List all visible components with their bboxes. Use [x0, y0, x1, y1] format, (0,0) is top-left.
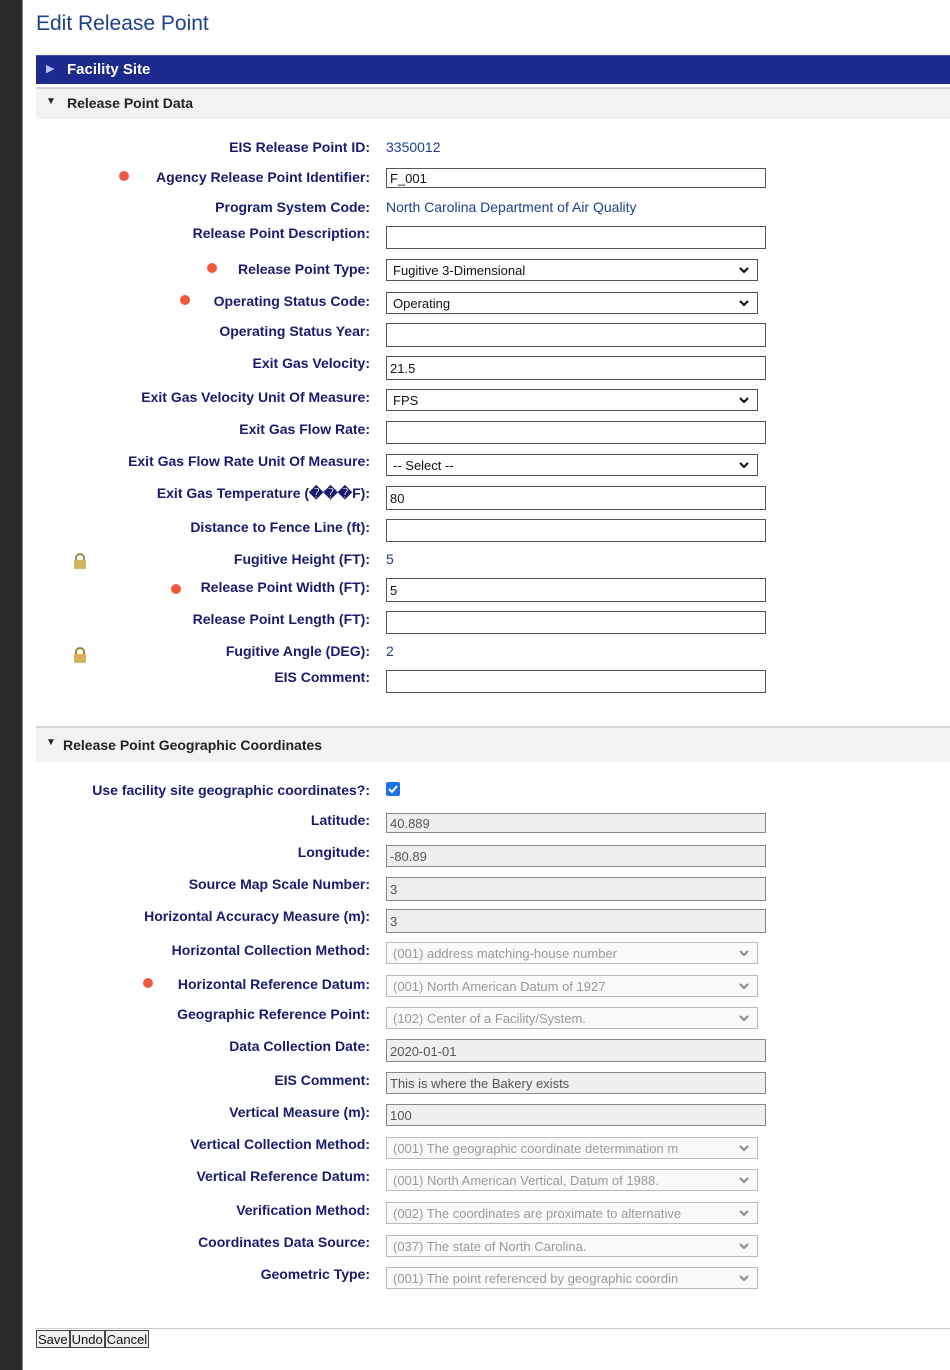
chevron-down-icon	[739, 981, 749, 991]
geographic-reference-point-selected: (102) Center of a Facility/System.	[393, 1011, 586, 1026]
cancel-button[interactable]: Cancel	[106, 1332, 148, 1347]
source-map-scale-label: Source Map Scale Number:	[188, 876, 370, 892]
release-point-type-selected: Fugitive 3-Dimensional	[393, 263, 526, 278]
chevron-down-icon	[739, 298, 749, 308]
action-buttons	[36, 1330, 149, 1350]
release-point-data-header[interactable]	[36, 87, 950, 119]
verification-method-selected: (002) The coordinates are proximate to alternative	[393, 1206, 682, 1221]
geographic-reference-point-label: Geographic Reference Point:	[177, 1006, 370, 1022]
exit-gas-flow-rate-input[interactable]	[386, 421, 766, 444]
chevron-down-icon	[739, 1175, 749, 1185]
geometric-type-label: Geometric Type:	[260, 1266, 370, 1282]
release-point-width-label: Release Point Width (FT):	[200, 579, 370, 595]
exit-gas-velocity-uom-selected: FPS	[393, 393, 419, 408]
horizontal-collection-method-label: Horizontal Collection Method:	[171, 942, 370, 958]
exit-gas-temperature-input[interactable]: 80	[386, 486, 766, 510]
use-facility-coordinates-label: Use facility site geographic coordinates?:	[92, 782, 370, 798]
exit-gas-flow-rate-label: Exit Gas Flow Rate:	[239, 421, 370, 437]
chevron-down-icon	[739, 1013, 749, 1023]
distance-to-fence-line-label: Distance to Fence Line (ft):	[190, 519, 370, 535]
horizontal-collection-method-selected: (001) address matching-house number	[393, 946, 618, 961]
longitude-label: Longitude:	[297, 844, 370, 860]
latitude-input[interactable]: 40.889	[386, 813, 766, 833]
exit-gas-velocity-input[interactable]: 21.5	[386, 356, 766, 380]
vertical-measure-label: Vertical Measure (m):	[229, 1104, 370, 1120]
save-button[interactable]: Save	[38, 1332, 68, 1347]
chevron-down-icon	[739, 1241, 749, 1251]
longitude-input[interactable]: -80.89	[386, 845, 766, 867]
coordinates-data-source-selected: (037) The state of North Carolina.	[393, 1239, 587, 1254]
lock-icon	[72, 553, 88, 569]
geographic-coordinates-header[interactable]	[36, 726, 950, 762]
fugitive-angle-value: 2	[386, 643, 394, 659]
chevron-down-icon	[739, 948, 749, 958]
chevron-down-icon	[739, 1208, 749, 1218]
facility-site-label: Facility Site	[67, 61, 151, 78]
chevron-down-icon	[739, 460, 749, 470]
exit-gas-flow-rate-uom-selected: -- Select --	[393, 458, 454, 473]
use-facility-coordinates-checkbox[interactable]	[386, 782, 400, 796]
fugitive-height-label: Fugitive Height (FT):	[233, 551, 370, 567]
vertical-reference-datum-label: Vertical Reference Datum:	[196, 1168, 370, 1184]
exit-gas-flow-rate-uom-select[interactable]	[386, 454, 758, 476]
required-dot-icon	[171, 584, 181, 594]
chevron-down-icon	[739, 265, 749, 275]
eis-release-point-id-label: EIS Release Point ID:	[229, 139, 370, 155]
facility-site-header[interactable]	[36, 55, 950, 84]
geographic-coordinates-label: Release Point Geographic Coordinates	[63, 737, 323, 753]
collapsed-triangle-icon: ▶	[46, 63, 55, 75]
vertical-measure-input[interactable]: 100	[386, 1104, 766, 1126]
lock-icon	[72, 647, 88, 663]
distance-to-fence-line-input[interactable]	[386, 519, 766, 542]
eis-comment-input[interactable]	[386, 670, 766, 693]
geo-eis-comment-label: EIS Comment:	[274, 1072, 370, 1088]
release-point-type-select[interactable]	[386, 259, 758, 281]
latitude-label: Latitude:	[310, 812, 370, 828]
checkmark-icon	[386, 782, 400, 796]
page-title: Edit Release Point	[36, 12, 209, 35]
required-dot-icon	[143, 978, 153, 988]
release-point-length-input[interactable]	[386, 611, 766, 634]
operating-status-code-selected: Operating	[393, 296, 451, 311]
release-point-description-input[interactable]	[386, 226, 766, 249]
release-point-width-input[interactable]: 5	[386, 578, 766, 602]
required-dot-icon	[180, 295, 190, 305]
horizontal-accuracy-input[interactable]: 3	[386, 909, 766, 933]
required-dot-icon	[119, 171, 129, 181]
coordinates-data-source-select[interactable]	[386, 1235, 758, 1257]
exit-gas-velocity-uom-label: Exit Gas Velocity Unit Of Measure:	[141, 389, 370, 405]
chevron-down-icon	[739, 1143, 749, 1153]
undo-button[interactable]: Undo	[71, 1332, 103, 1347]
data-collection-date-input[interactable]: 2020-01-01	[386, 1039, 766, 1062]
source-map-scale-input[interactable]: 3	[386, 877, 766, 901]
operating-status-year-label: Operating Status Year:	[219, 323, 370, 339]
eis-release-point-id-value: 3350012	[386, 139, 441, 155]
footer-divider	[36, 1328, 950, 1329]
verification-method-label: Verification Method:	[236, 1202, 370, 1218]
release-point-length-label: Release Point Length (FT):	[192, 611, 370, 627]
vertical-collection-method-label: Vertical Collection Method:	[190, 1136, 370, 1152]
exit-gas-flow-rate-uom-label: Exit Gas Flow Rate Unit Of Measure:	[128, 453, 370, 469]
exit-gas-temperature-label: Exit Gas Temperature (���F):	[156, 485, 370, 501]
required-dot-icon	[207, 263, 217, 273]
agency-release-point-identifier-input[interactable]: F_001	[386, 168, 766, 188]
operating-status-code-select[interactable]	[386, 292, 758, 314]
chevron-down-icon	[739, 1273, 749, 1283]
geographic-reference-point-select[interactable]	[386, 1007, 758, 1029]
operating-status-code-label: Operating Status Code:	[213, 293, 370, 309]
program-system-code-value: North Carolina Department of Air Quality	[386, 199, 637, 215]
agency-release-point-identifier-label: Agency Release Point Identifier:	[156, 169, 370, 185]
horizontal-collection-method-select[interactable]	[386, 942, 758, 964]
release-point-type-label: Release Point Type:	[237, 261, 370, 277]
program-system-code-label: Program System Code:	[215, 199, 370, 215]
vertical-collection-method-select[interactable]	[386, 1137, 758, 1159]
operating-status-year-input[interactable]	[386, 323, 766, 347]
horizontal-reference-datum-label: Horizontal Reference Datum:	[177, 976, 370, 992]
geo-eis-comment-input[interactable]: This is where the Bakery exists	[386, 1072, 766, 1094]
verification-method-select[interactable]	[386, 1202, 758, 1224]
exit-gas-velocity-uom-select[interactable]	[386, 389, 758, 411]
exit-gas-velocity-label: Exit Gas Velocity:	[252, 355, 370, 371]
geometric-type-select[interactable]	[386, 1267, 758, 1289]
fugitive-height-value: 5	[386, 551, 394, 567]
expanded-triangle-icon: ▼	[46, 96, 56, 107]
vertical-reference-datum-selected: (001) North American Vertical, Datum of 1988.	[393, 1173, 659, 1188]
expanded-triangle-icon: ▼	[46, 737, 56, 748]
horizontal-accuracy-label: Horizontal Accuracy Measure (m):	[144, 908, 370, 924]
horizontal-reference-datum-select[interactable]	[386, 975, 758, 997]
eis-comment-label: EIS Comment:	[274, 669, 370, 685]
release-point-description-label: Release Point Description:	[192, 225, 370, 241]
release-point-data-label: Release Point Data	[67, 95, 194, 111]
data-collection-date-label: Data Collection Date:	[229, 1038, 370, 1054]
left-border	[0, 0, 22, 1370]
chevron-down-icon	[739, 395, 749, 405]
coordinates-data-source-label: Coordinates Data Source:	[198, 1234, 370, 1250]
vertical-reference-datum-select[interactable]	[386, 1169, 758, 1191]
horizontal-reference-datum-selected: (001) North American Datum of 1927	[393, 979, 606, 994]
vertical-collection-method-selected: (001) The geographic coordinate determination m	[393, 1141, 679, 1156]
geometric-type-selected: (001) The point referenced by geographic coordin	[393, 1271, 679, 1286]
fugitive-angle-label: Fugitive Angle (DEG):	[225, 643, 370, 659]
